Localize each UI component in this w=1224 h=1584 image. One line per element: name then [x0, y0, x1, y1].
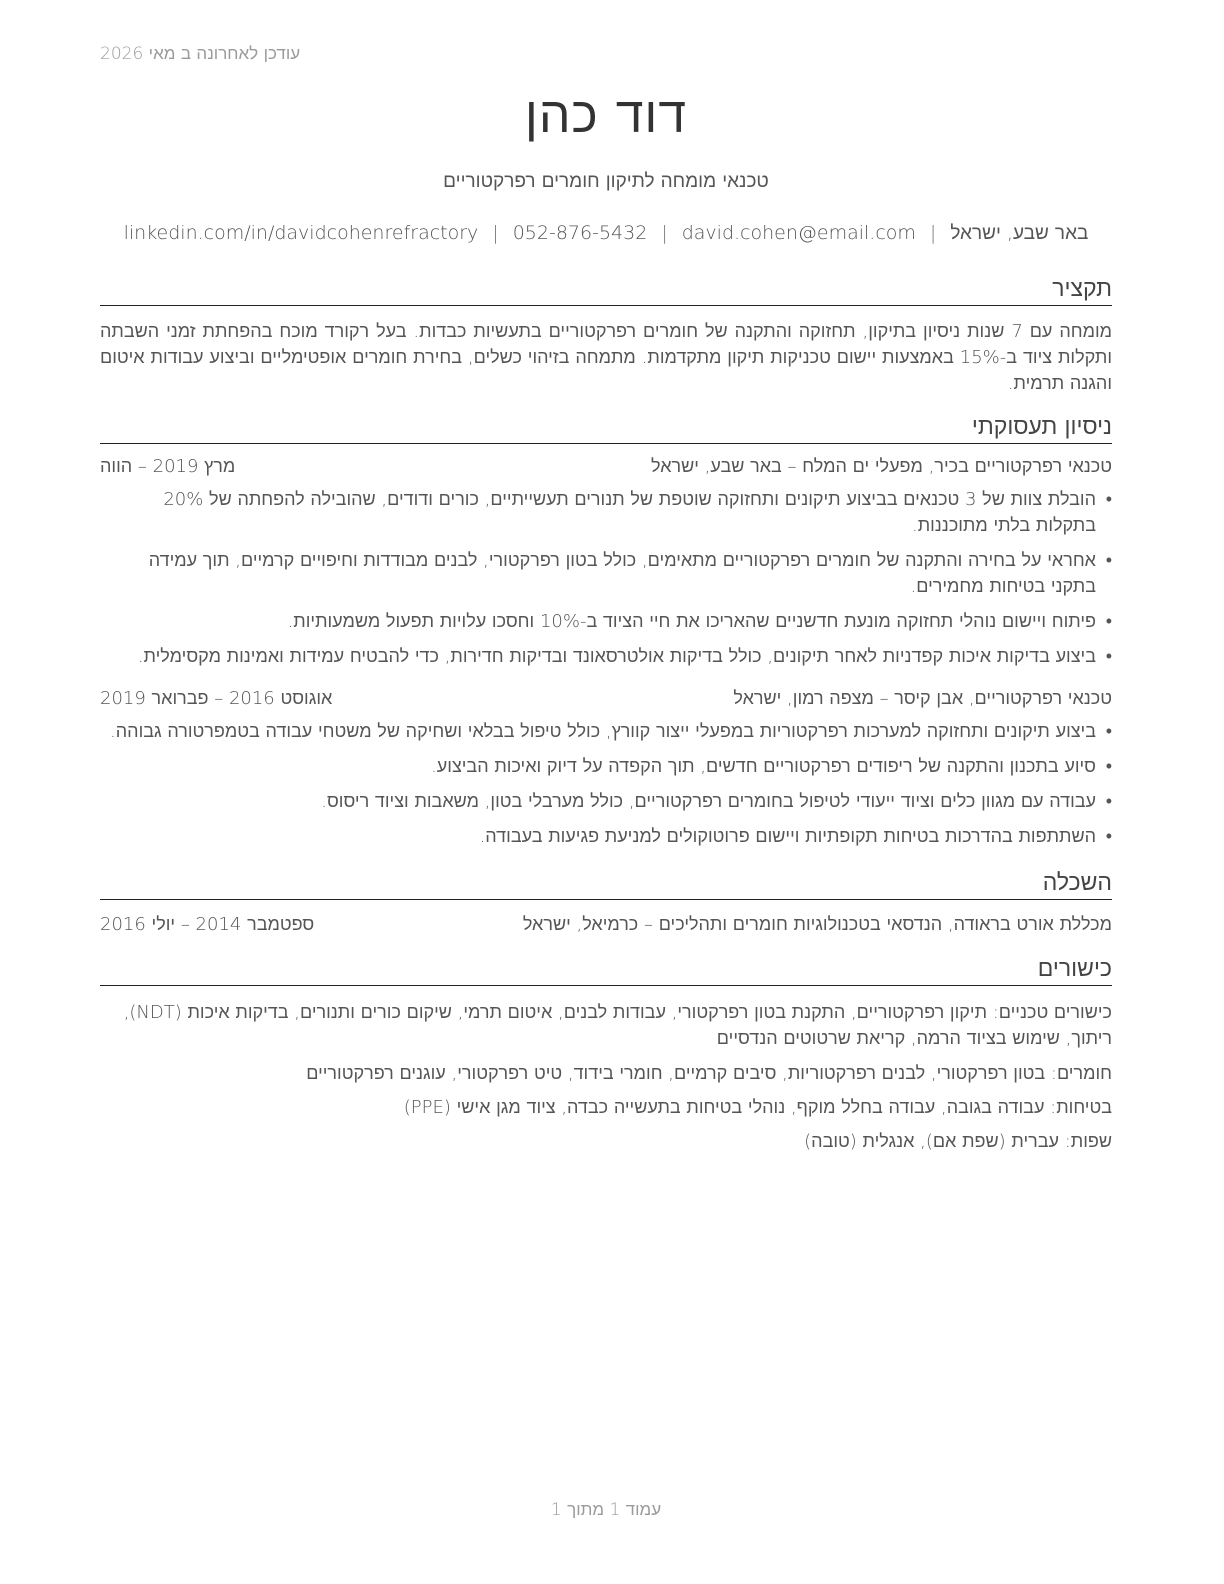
- skills-line-languages: שפות: עברית (שפת אם), אנגלית (טובה): [804, 1131, 1112, 1152]
- job-bullet: • פיתוח ויישום נוהלי תחזוקה מונעת חדשניים שהאריכו את חיי הציוד ב-10% וחסכו עלויות תפעול משמעותיות.: [100, 609, 1112, 635]
- job-dates: אוגוסט 2016 – פברואר 2019: [100, 688, 333, 709]
- contact-linkedin[interactable]: linkedin.com/in/davidcohenrefractory: [123, 222, 479, 244]
- job-dates: מרץ 2019 – הווה: [100, 456, 236, 477]
- contact-separator: |: [929, 222, 937, 244]
- candidate-title: טכנאי מומחה לתיקון חומרים רפרקטוריים: [443, 170, 769, 192]
- job-header: [100, 688, 1112, 714]
- contact-email[interactable]: david.cohen@email.com: [681, 222, 916, 244]
- resume-page: [100, 0, 1112, 1584]
- job-bullet: • ביצוע בדיקות איכות קפדניות לאחר תיקונים, כולל בדיקות אולטרסאונד ובדיקות חדירות, כדי להבטיח עמידות ואמינות מקסימלית.: [100, 644, 1112, 670]
- candidate-name: דוד כהן: [524, 86, 688, 144]
- skills-line-materials: חומרים: בטון רפרקטורי, לבנים רפרקטוריות, סיבים קרמיים, חומרי בידוד, טיט רפרקטורי, עוגנים רפרקטוריים: [306, 1063, 1112, 1084]
- job-bullet: • השתתפות בהדרכות בטיחות תקופתיות ויישום פרוטוקולים למניעת פגיעות בעבודה.: [100, 824, 1112, 850]
- section-heading-skills: כישורים: [100, 956, 1112, 986]
- contact-line: [100, 222, 1112, 245]
- summary-text: מומחה עם 7 שנות ניסיון בתיקון, תחזוקה והתקנה של חומרים רפרקטוריים בתעשיות כבדות. בעל רקורד מוכח בהפחתת זמני השבתה ותקלות ציוד ב-15% באמצעות יישום טכניקות תיקון מתקדמות. מתמחה בזיהוי כשלים, בחירת חומרים אופטימליים וביצוע עבודות איטום והגנה תרמית.: [100, 321, 1112, 394]
- contact-location: באר שבע, ישראל: [950, 222, 1089, 244]
- section-heading-education: השכלה: [100, 870, 1112, 900]
- skills-line-technical: כישורים טכניים: תיקון רפרקטוריים, התקנת בטון רפרקטורי, עבודות לבנים, איטום תרמי, שיקום כורים ותנורים, בדיקות איכות (NDT), ריתוך, שימוש בציוד הרמה, קריאת שרטוטים הנדסיים: [123, 1002, 1112, 1049]
- job-bullets: [100, 719, 1112, 859]
- education-dates: ספטמבר 2014 – יולי 2016: [100, 914, 315, 935]
- job-title: טכנאי רפרקטוריים בכיר, מפעלי ים המלח – באר שבע, ישראל: [651, 456, 1112, 477]
- section-heading-summary: תקציר: [100, 276, 1112, 306]
- contact-phone[interactable]: 052-876-5432: [512, 222, 648, 244]
- job-bullets: [100, 487, 1112, 679]
- section-heading-experience: ניסיון תעסוקתי: [100, 414, 1112, 444]
- job-header: [100, 456, 1112, 482]
- job-bullet: • הובלת צוות של 3 טכנאים בביצוע תיקונים ותחזוקה שוטפת של תנורים תעשייתיים, כורים ודודים, שהובילה להפחתה של 20% בתקלות בלתי מתוכננות.: [100, 487, 1112, 539]
- skills-line-safety: בטיחות: עבודה בגובה, עבודה בחלל מוקף, נוהלי בטיחות בתעשייה כבדה, ציוד מגן אישי (PPE): [403, 1097, 1112, 1118]
- education-entry: [100, 914, 1112, 940]
- last-updated-note: עודכן לאחרונה ב מאי 2026: [100, 44, 301, 64]
- job-bullet: • ביצוע תיקונים ותחזוקה למערכות רפרקטוריות במפעלי ייצור קוורץ, כולל טיפול בבלאי ושחיקה של משטחי עבודה בטמפרטורה גבוהה.: [100, 719, 1112, 745]
- job-title: טכנאי רפרקטוריים, אבן קיסר – מצפה רמון, ישראל: [733, 688, 1112, 709]
- job-bullet: • אחראי על בחירה והתקנה של חומרים רפרקטוריים מתאימים, כולל בטון רפרקטורי, לבנים מבודדות וחיפויים קרמיים, תוך עמידה בתקני בטיחות מחמירים.: [100, 548, 1112, 600]
- contact-separator: |: [492, 222, 499, 244]
- contact-separator: |: [661, 222, 668, 244]
- education-title: מכללת אורט בראודה, הנדסאי בטכנולוגיות חומרים ותהליכים – כרמיאל, ישראל: [522, 914, 1112, 935]
- page-number: עמוד 1 מתוך 1: [550, 1500, 662, 1520]
- job-bullet: • עבודה עם מגוון כלים וציוד ייעודי לטיפול בחומרים רפרקטוריים, כולל מערבלי בטון, משאבות וציוד ריסוס.: [100, 789, 1112, 815]
- job-bullet: • סיוע בתכנון והתקנה של ריפודים רפרקטוריים חדשים, תוך הקפדה על דיוק ואיכות הביצוע.: [100, 754, 1112, 780]
